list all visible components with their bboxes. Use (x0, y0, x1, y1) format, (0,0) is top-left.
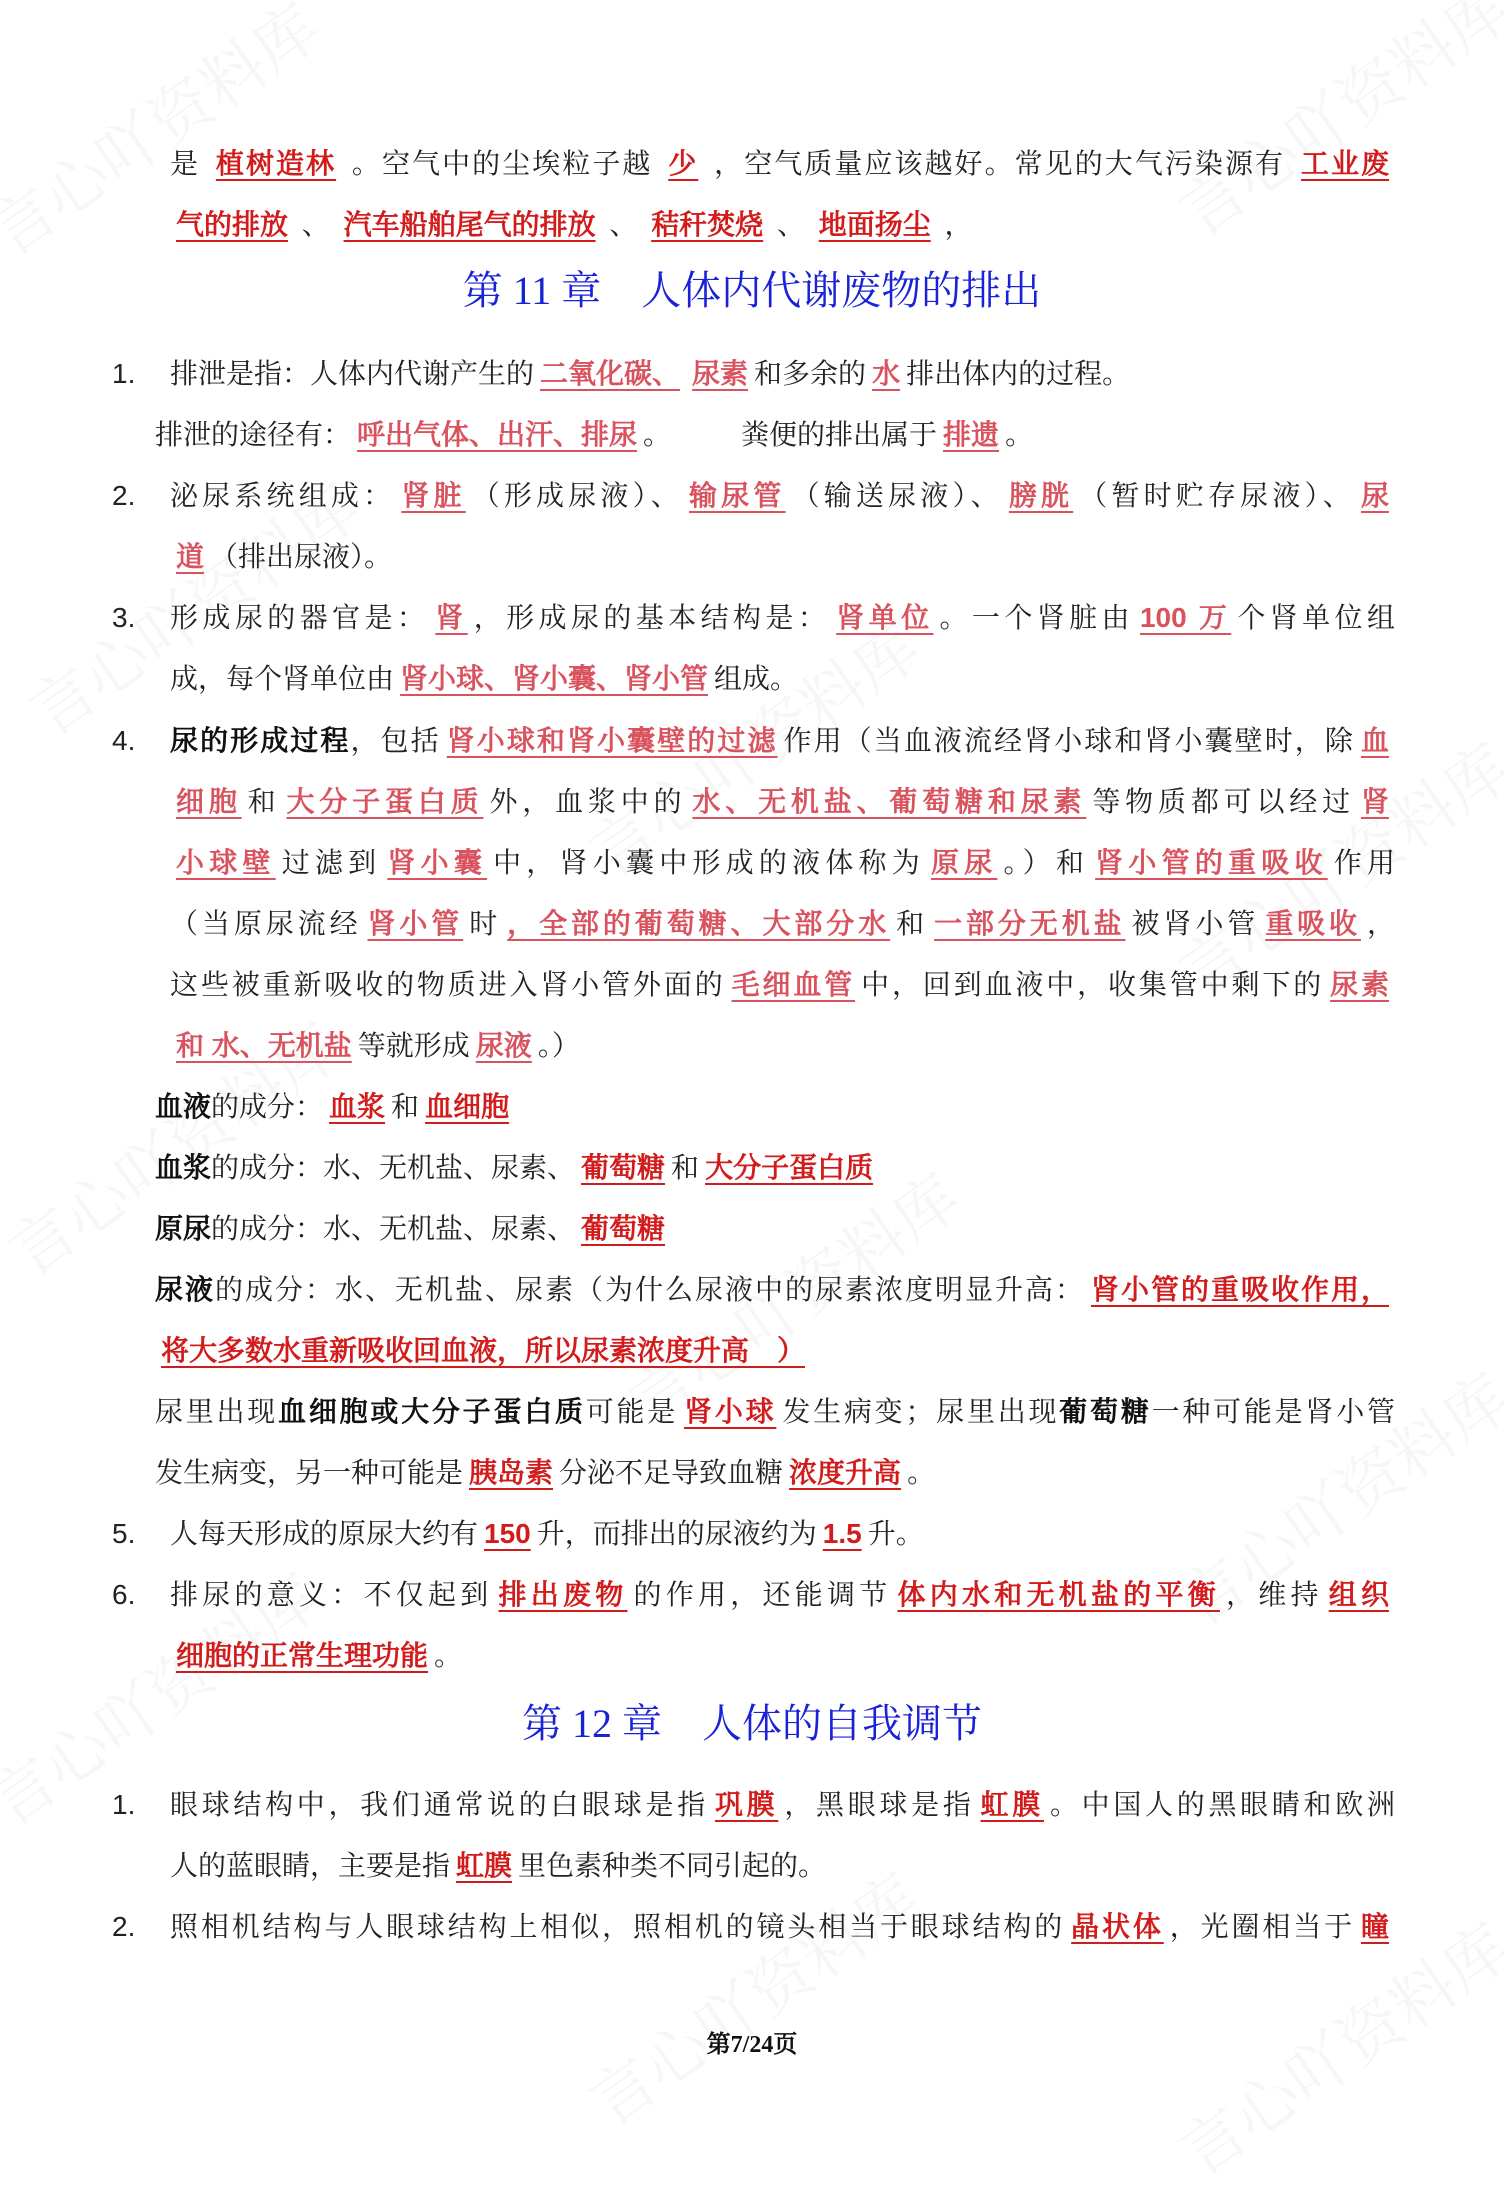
text-segment: 尿里出现 (155, 1396, 279, 1427)
answer-blank: 膀胱 (1008, 480, 1074, 511)
answer-blank: 肾小管 (367, 908, 464, 939)
text-segment: （当原尿流经 (170, 908, 362, 939)
text-segment: 、 (601, 209, 646, 240)
text-segment: 个肾单位组 (1237, 602, 1395, 633)
text-line (170, 1026, 580, 1066)
answer-blank: 水 (872, 358, 901, 389)
answer-blank: 二氧化碳、 (540, 358, 681, 389)
answer-blank: 虹膜 (456, 1850, 513, 1881)
text-segment: 外，血浆中的 (489, 786, 687, 817)
answer-blank: 肾单位 (836, 602, 934, 633)
answer-blank: 大分子蛋白质 (286, 786, 484, 817)
text-line (155, 1392, 1395, 1432)
answer-blank: 气的排放 (176, 209, 289, 240)
answer-blank: 水、无机盐、葡萄糖和尿素 (692, 786, 1087, 817)
text-segment: 升，而排出的尿液约为 (536, 1518, 817, 1549)
text-segment: 。 (907, 1457, 936, 1488)
text-line (170, 721, 1395, 761)
answer-blank: 晶状体 (1071, 1911, 1164, 1942)
text-segment: ， (1366, 908, 1395, 939)
answer-blank: 肾小球和肾小囊壁的过滤 (446, 725, 778, 756)
list-number: 1. (112, 358, 136, 389)
answer-blank: 尿液 (475, 1030, 532, 1061)
text-segment: 和 (671, 1152, 700, 1183)
text-segment: 作用（当血液流经肾小球和肾小囊壁时，除 (783, 725, 1355, 756)
text-segment: 排出体内的过程。 (906, 358, 1131, 389)
text-segment: 这些被重新吸收的物质进入肾小管外面的 (170, 969, 726, 1000)
text-segment: 等物质都可以经过 (1092, 786, 1355, 817)
text-line (170, 1575, 1395, 1615)
text-segment: ，包括 (350, 725, 441, 756)
text-segment: 和 (896, 908, 929, 939)
text-segment: 人的蓝眼睛，主要是指 (170, 1850, 451, 1881)
answer-blank: 100 万 (1139, 602, 1232, 633)
text-line (155, 415, 1033, 455)
list-number: 2. (112, 1911, 136, 1942)
answer-blank: ，全部的葡萄糖、大部分水 (507, 908, 891, 939)
text-segment: 、 (769, 209, 813, 240)
answer-blank: 呼出气体、出汗、排尿 (357, 419, 638, 450)
text-segment: 排尿的意义：不仅起到 (170, 1579, 493, 1610)
text-segment: 的成分：水、无机盐、尿素、 (211, 1213, 576, 1244)
bold-term: 尿液 (155, 1274, 215, 1305)
answer-blank: 将大多数水重新吸收回血液，所以尿素浓度升高 ） (161, 1335, 806, 1366)
watermark-text (568, 1848, 935, 2144)
answer-blank: 排出废物 (498, 1579, 628, 1610)
answer-blank: 葡萄糖 (581, 1213, 666, 1244)
answer-blank: 肾 (1360, 786, 1389, 817)
answer-blank: 细胞 (176, 786, 242, 817)
answer-blank: 肾小管的重吸收 (1095, 847, 1328, 878)
bold-term: 原尿 (155, 1213, 212, 1244)
bold-term: 血液 (155, 1091, 212, 1122)
answer-blank: 毛细血管 (731, 969, 856, 1000)
text-line (155, 1087, 515, 1127)
answer-blank: 巩膜 (714, 1789, 779, 1820)
text-segment: 排泄是指：人体内代谢产生的 (170, 358, 535, 389)
list-number: 5. (112, 1518, 136, 1549)
text-segment: ， (936, 209, 973, 240)
text-segment: 人每天形成的原尿大约有 (170, 1518, 479, 1549)
list-number: 3. (112, 602, 136, 633)
answer-blank: 肾小球 (684, 1396, 777, 1427)
text-segment: （暂时贮存尿液）、 (1079, 480, 1355, 511)
answer-blank: 胰岛素 (469, 1457, 554, 1488)
answer-blank: 血细胞 (425, 1091, 510, 1122)
text-line (170, 1514, 924, 1554)
text-line (170, 537, 392, 577)
answer-blank: 一部分无机盐 (934, 908, 1126, 939)
text-segment: 。 (434, 1640, 463, 1671)
answer-blank: 细胞的正常生理功能 (176, 1640, 429, 1671)
answer-blank: 150 (484, 1518, 531, 1549)
text-segment: 和 (391, 1091, 420, 1122)
text-segment: 是 (170, 148, 210, 179)
answer-blank: 工业废 (1300, 148, 1390, 179)
answer-blank: 大分子蛋白质 (705, 1152, 874, 1183)
text-line (155, 1331, 811, 1371)
text-segment: 、 (294, 209, 338, 240)
text-segment: 照相机结构与人眼球结构上相似，照相机的镜头相当于眼球结构的 (170, 1911, 1066, 1942)
answer-blank: 葡萄糖 (581, 1152, 666, 1183)
text-segment: 成，每个肾单位由 (170, 663, 395, 694)
answer-blank: 地面扬尘 (818, 209, 931, 240)
answer-blank: 瞳 (1360, 1911, 1389, 1942)
text-segment: ，维持 (1225, 1579, 1323, 1610)
text-segment: ，空气质量应该越好。常见的大气污染源有 (704, 148, 1295, 179)
text-line (170, 205, 973, 245)
text-line (170, 1907, 1395, 1947)
text-segment: 过滤到 (281, 847, 382, 878)
text-segment: 和多余的 (754, 358, 867, 389)
answer-blank: 1.5 (822, 1518, 862, 1549)
text-segment: 中，肾小囊中形成的液体称为 (493, 847, 925, 878)
answer-blank: 肾小球、肾小囊、肾小管 (400, 663, 709, 694)
answer-blank: 尿 (1360, 480, 1389, 511)
text-segment: 和 (247, 786, 281, 817)
text-line (170, 598, 1395, 638)
text-line (170, 1785, 1395, 1825)
bold-term: 血细胞或大分子蛋白质 (278, 1396, 586, 1427)
text-segment: 形成尿的器官是： (170, 602, 430, 633)
answer-blank: 血 (1360, 725, 1389, 756)
answer-blank: 排遗 (943, 419, 1000, 450)
answer-blank: 肾 (435, 602, 468, 633)
text-segment: （输送尿液）、 (791, 480, 1003, 511)
page-number: 第7/24页 (706, 2032, 798, 2058)
text-segment: （排出尿液）。 (210, 541, 393, 572)
text-line (170, 1636, 462, 1676)
chapter-12-title: 第 12 章 人体的自我调节 (522, 1701, 982, 1746)
text-line (155, 1453, 935, 1493)
answer-blank: 道 (176, 541, 205, 572)
text-line (170, 144, 1395, 184)
text-line (155, 1209, 671, 1249)
answer-blank: 少 (668, 148, 699, 179)
text-segment: 组成。 (714, 663, 799, 694)
text-segment: 。 粪便的排出属于 (643, 419, 938, 450)
text-segment: 时 (469, 908, 502, 939)
answer-blank: 尿素 (1330, 969, 1389, 1000)
text-line (170, 782, 1395, 822)
answer-blank: 尿素 (692, 358, 749, 389)
text-segment: 作用 (1333, 847, 1395, 878)
text-segment: 等就形成 (357, 1030, 470, 1061)
text-segment: 。 (1005, 419, 1034, 450)
text-line (170, 476, 1395, 516)
text-segment: 里色素种类不同引起的。 (518, 1850, 827, 1881)
answer-blank: 虹膜 (980, 1789, 1044, 1820)
text-segment: 被肾小管 (1131, 908, 1260, 939)
text-segment: 可能是 (585, 1396, 679, 1427)
text-segment: ，黑眼球是指 (784, 1789, 975, 1820)
answer-blank: 原尿 (931, 847, 998, 878)
text-segment: 分泌不足导致血糖 (559, 1457, 784, 1488)
text-segment: ，光圈相当于 (1169, 1911, 1355, 1942)
answer-blank: 小球壁 (176, 847, 276, 878)
text-segment: 升。 (867, 1518, 924, 1549)
answer-blank: 肾小管的重吸收作用， (1090, 1274, 1389, 1305)
bold-term: 尿的形成过程 (170, 725, 351, 756)
text-segment: 。空气中的尘埃粒子越 (342, 148, 663, 179)
text-segment: 眼球结构中，我们通常说的白眼球是指 (170, 1789, 709, 1820)
text-segment: 泌尿系统组成： (170, 480, 396, 511)
text-segment: ，形成尿的基本结构是： (473, 602, 831, 633)
text-segment: 中，回到血液中，收集管中剩下的 (861, 969, 1325, 1000)
answer-blank: 体内水和无机盐的平衡 (897, 1579, 1220, 1610)
text-segment: 。）和 (1003, 847, 1090, 878)
answer-blank: 血浆 (329, 1091, 386, 1122)
text-segment: 的成分：水、无机盐、尿素、 (211, 1152, 576, 1183)
text-segment: 。） (537, 1030, 580, 1061)
bold-term: 葡萄糖 (1059, 1396, 1152, 1427)
text-segment: 的成分：水、无机盐、尿素（为什么尿液中的尿素浓度明显升高： (215, 1274, 1085, 1305)
text-line (155, 1148, 879, 1188)
text-line (170, 354, 1130, 394)
answer-blank: 肾小囊 (387, 847, 488, 878)
answer-blank: 秸秆焚烧 (651, 209, 764, 240)
text-segment: 。中国人的黑眼睛和欧洲 (1049, 1789, 1395, 1820)
text-line (170, 843, 1395, 883)
text-line (170, 904, 1395, 944)
answer-blank: 和 水、无机盐 (176, 1030, 352, 1061)
text-segment: 。一个肾脏由 (939, 602, 1134, 633)
answer-blank: 重吸收 (1265, 908, 1361, 939)
text-segment: 的成分： (211, 1091, 324, 1122)
text-line (170, 965, 1395, 1005)
list-number: 4. (112, 725, 136, 756)
text-segment: 的作用，还能调节 (633, 1579, 892, 1610)
list-number: 2. (112, 480, 136, 511)
answer-blank: 浓度升高 (789, 1457, 902, 1488)
answer-blank: 汽车船舶尾气的排放 (343, 209, 596, 240)
text-segment: 一种可能是肾小管 (1151, 1396, 1395, 1427)
list-number: 1. (112, 1789, 136, 1820)
answer-blank: 组织 (1328, 1579, 1389, 1610)
answer-blank: 肾脏 (401, 480, 466, 511)
text-segment: 排泄的途径有： (155, 419, 352, 450)
text-line (170, 659, 798, 699)
text-segment: 发生病变；尿里出现 (782, 1396, 1060, 1427)
watermark-text (1158, 0, 1504, 254)
answer-blank: 植树造林 (215, 148, 337, 179)
bold-term: 血浆 (155, 1152, 212, 1183)
chapter-11-title: 第 11 章 人体内代谢废物的排出 (462, 268, 1042, 313)
list-number: 6. (112, 1579, 136, 1610)
text-segment: 发生病变，另一种可能是 (155, 1457, 464, 1488)
text-line (155, 1270, 1395, 1310)
text-line (170, 1846, 826, 1886)
answer-blank: 输尿管 (689, 480, 786, 511)
text-segment: （形成尿液）、 (471, 480, 683, 511)
